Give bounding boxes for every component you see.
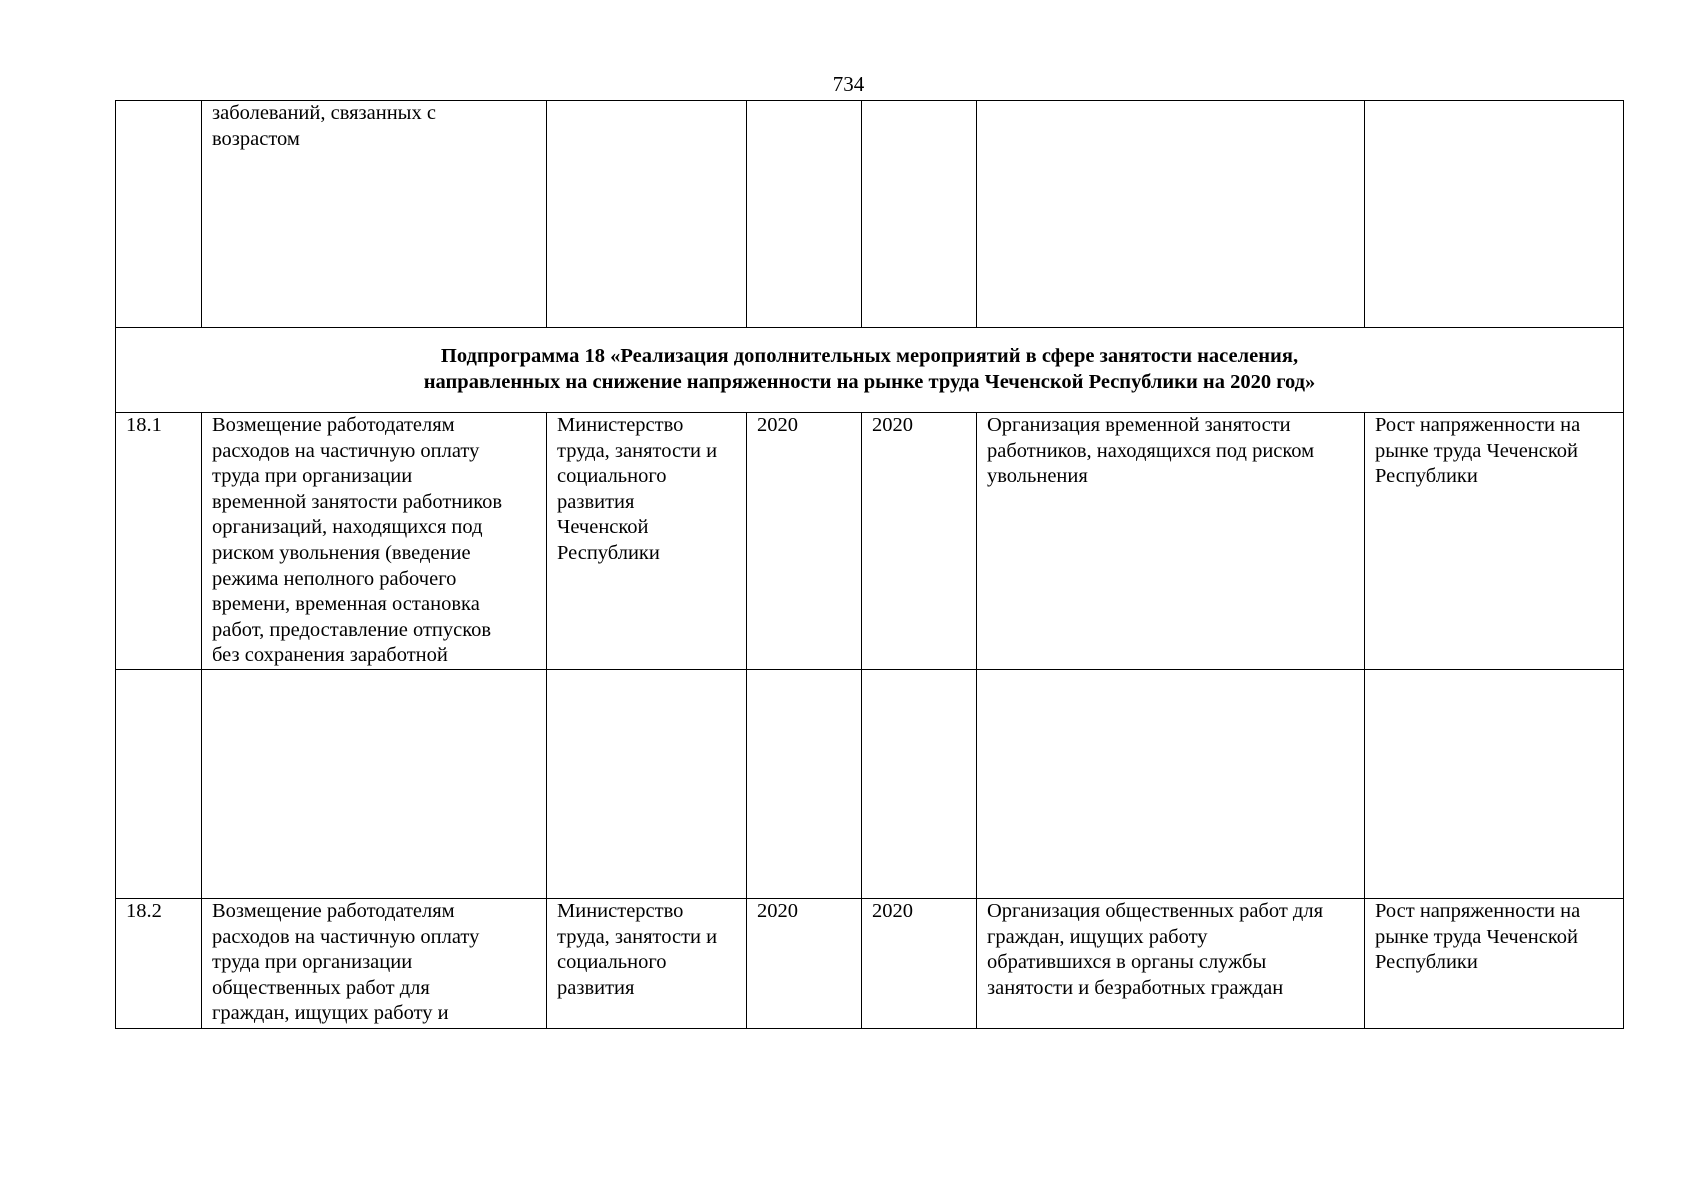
cell-end [862, 670, 977, 899]
text-line: социального [557, 951, 667, 974]
text-line: Возмещение работодателям [212, 900, 455, 922]
cell-start [747, 670, 862, 899]
cell-start [747, 101, 862, 328]
cell-name [202, 670, 547, 899]
cell-executor [547, 101, 747, 328]
section-header-row [116, 328, 1624, 413]
text-line: обратившихся в органы службы [987, 951, 1267, 974]
cell-result [977, 670, 1365, 899]
cell-name [202, 413, 547, 670]
text-line: временной занятости работников [212, 490, 503, 513]
text-line: труда, занятости и [557, 439, 718, 462]
cell-end: 2020 [862, 899, 977, 1029]
activities-table [115, 100, 1624, 1029]
section-title-line: направленных на снижение напряженности на рынке труда Чеченской Республики на 2020 год» [423, 371, 1316, 393]
text-line: без сохранения заработной [212, 644, 448, 667]
cell-risk [1365, 670, 1624, 899]
text-line: работников, находящихся под риском [987, 439, 1315, 462]
text-line: Министерство [557, 414, 684, 436]
cell-start: 2020 [747, 899, 862, 1029]
text-line: возрастом [212, 127, 300, 150]
text-line: Республики [1375, 465, 1478, 488]
text-line: риском увольнения (введение [212, 541, 471, 564]
text-line: граждан, ищущих работу и [212, 1002, 449, 1025]
text-line: социального [557, 465, 667, 488]
cell-end [862, 101, 977, 328]
text-line: заболеваний, связанных с [212, 102, 436, 124]
text-line: Рост напряженности на [1375, 900, 1581, 922]
text-line: времени, временная остановка [212, 593, 480, 616]
text-line: Чеченской [557, 516, 649, 539]
table-row [116, 899, 1624, 1029]
text-line: общественных работ для [212, 976, 430, 999]
text-line: организаций, находящихся под [212, 516, 483, 539]
text-line: увольнения [987, 465, 1088, 488]
text-line: труда, занятости и [557, 925, 718, 948]
table-row-continued [116, 101, 1624, 328]
section-title [116, 328, 1624, 413]
cell-result [977, 899, 1365, 1029]
cell-name [202, 101, 547, 328]
cell-start: 2020 [747, 413, 862, 670]
cell-risk [1365, 101, 1624, 328]
text-line: труда при организации [212, 465, 413, 488]
text-line: развития [557, 490, 635, 513]
cell-executor [547, 670, 747, 899]
cell-num: 18.2 [116, 899, 202, 1029]
section-title-line: Подпрограмма 18 «Реализация дополнительных мероприятий в сфере занятости населения, [440, 345, 1299, 368]
text-line: труда при организации [212, 951, 413, 974]
cell-result [977, 101, 1365, 328]
cell-num: 18.1 [116, 413, 202, 670]
text-line: граждан, ищущих работу [987, 925, 1208, 948]
cell-executor [547, 899, 747, 1029]
text-line: развития [557, 976, 635, 999]
page-number: 734 [832, 72, 865, 96]
text-line: Министерство [557, 900, 684, 922]
cell-risk [1365, 413, 1624, 670]
cell-end: 2020 [862, 413, 977, 670]
cell-num [116, 101, 202, 328]
cell-executor [547, 413, 747, 670]
text-line: работ, предоставление отпусков [212, 618, 492, 641]
table-row [116, 413, 1624, 670]
text-line: расходов на частичную оплату [212, 925, 480, 948]
text-line: расходов на частичную оплату [212, 439, 480, 462]
text-line: Республики [557, 541, 660, 564]
text-line: Организация общественных работ для [987, 900, 1324, 922]
text-line: Возмещение работодателям [212, 414, 455, 436]
text-line: рынке труда Чеченской [1375, 439, 1578, 462]
cell-name [202, 899, 547, 1029]
text-line: Республики [1375, 951, 1478, 974]
cell-result [977, 413, 1365, 670]
text-line: занятости и безработных граждан [987, 976, 1284, 999]
cell-risk [1365, 899, 1624, 1029]
table-row-empty [116, 670, 1624, 899]
text-line: Организация временной занятости [987, 414, 1291, 436]
text-line: Рост напряженности на [1375, 414, 1581, 436]
text-line: режима неполного рабочего [212, 567, 457, 590]
text-line: рынке труда Чеченской [1375, 925, 1578, 948]
cell-num [116, 670, 202, 899]
